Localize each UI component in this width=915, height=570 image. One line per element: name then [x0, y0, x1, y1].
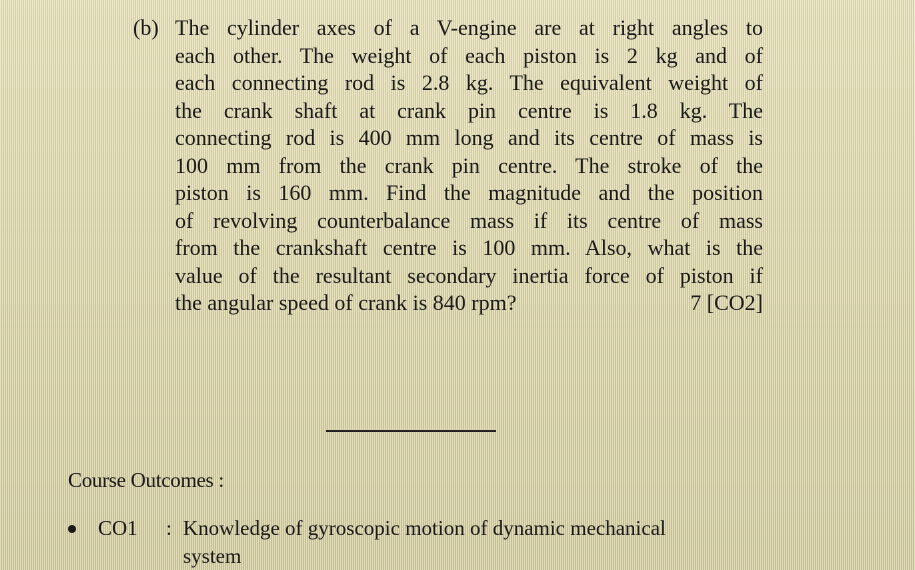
- question-line: each other. The weight of each piston is 2 kg and of: [175, 42, 763, 68]
- question-line: from the crankshaft centre is 100 mm. Also, what is the: [175, 235, 763, 260]
- section-divider: [326, 430, 496, 432]
- question-last-line: [175, 289, 763, 317]
- outcome-separator: :: [166, 516, 172, 540]
- question-line: connecting rod is 400 mm long and its centre of mass is: [175, 125, 763, 150]
- question-line: 100 mm from the crank pin centre. The stroke of the: [175, 152, 763, 178]
- question-line: the crank shaft at crank pin centre is 1.8 kg. The: [175, 97, 763, 123]
- course-outcomes-heading: Course Outcomes :: [68, 468, 224, 492]
- question-line: of revolving counterbalance mass if its centre of mass: [175, 207, 763, 233]
- outcome-code: CO1: [98, 516, 138, 540]
- question-text: [175, 14, 763, 317]
- bullet-icon: [68, 525, 76, 533]
- outcome-text: Knowledge of gyroscopic motion of dynamic mechanical: [183, 516, 666, 540]
- question-line: the angular speed of crank is 840 rpm?: [175, 290, 517, 315]
- question-line: each connecting rod is 2.8 kg. The equivalent weight of: [175, 70, 763, 95]
- outcome-text-continued: system: [183, 544, 242, 568]
- question-label: (b): [133, 15, 159, 40]
- marks-label: 7 [CO2]: [690, 290, 763, 315]
- question-line: value of the resultant secondary inertia force of piston if: [175, 262, 763, 288]
- question-line: The cylinder axes of a V-engine are at right angles to: [175, 15, 763, 40]
- question-line: piston is 160 mm. Find the magnitude and the position: [175, 180, 763, 205]
